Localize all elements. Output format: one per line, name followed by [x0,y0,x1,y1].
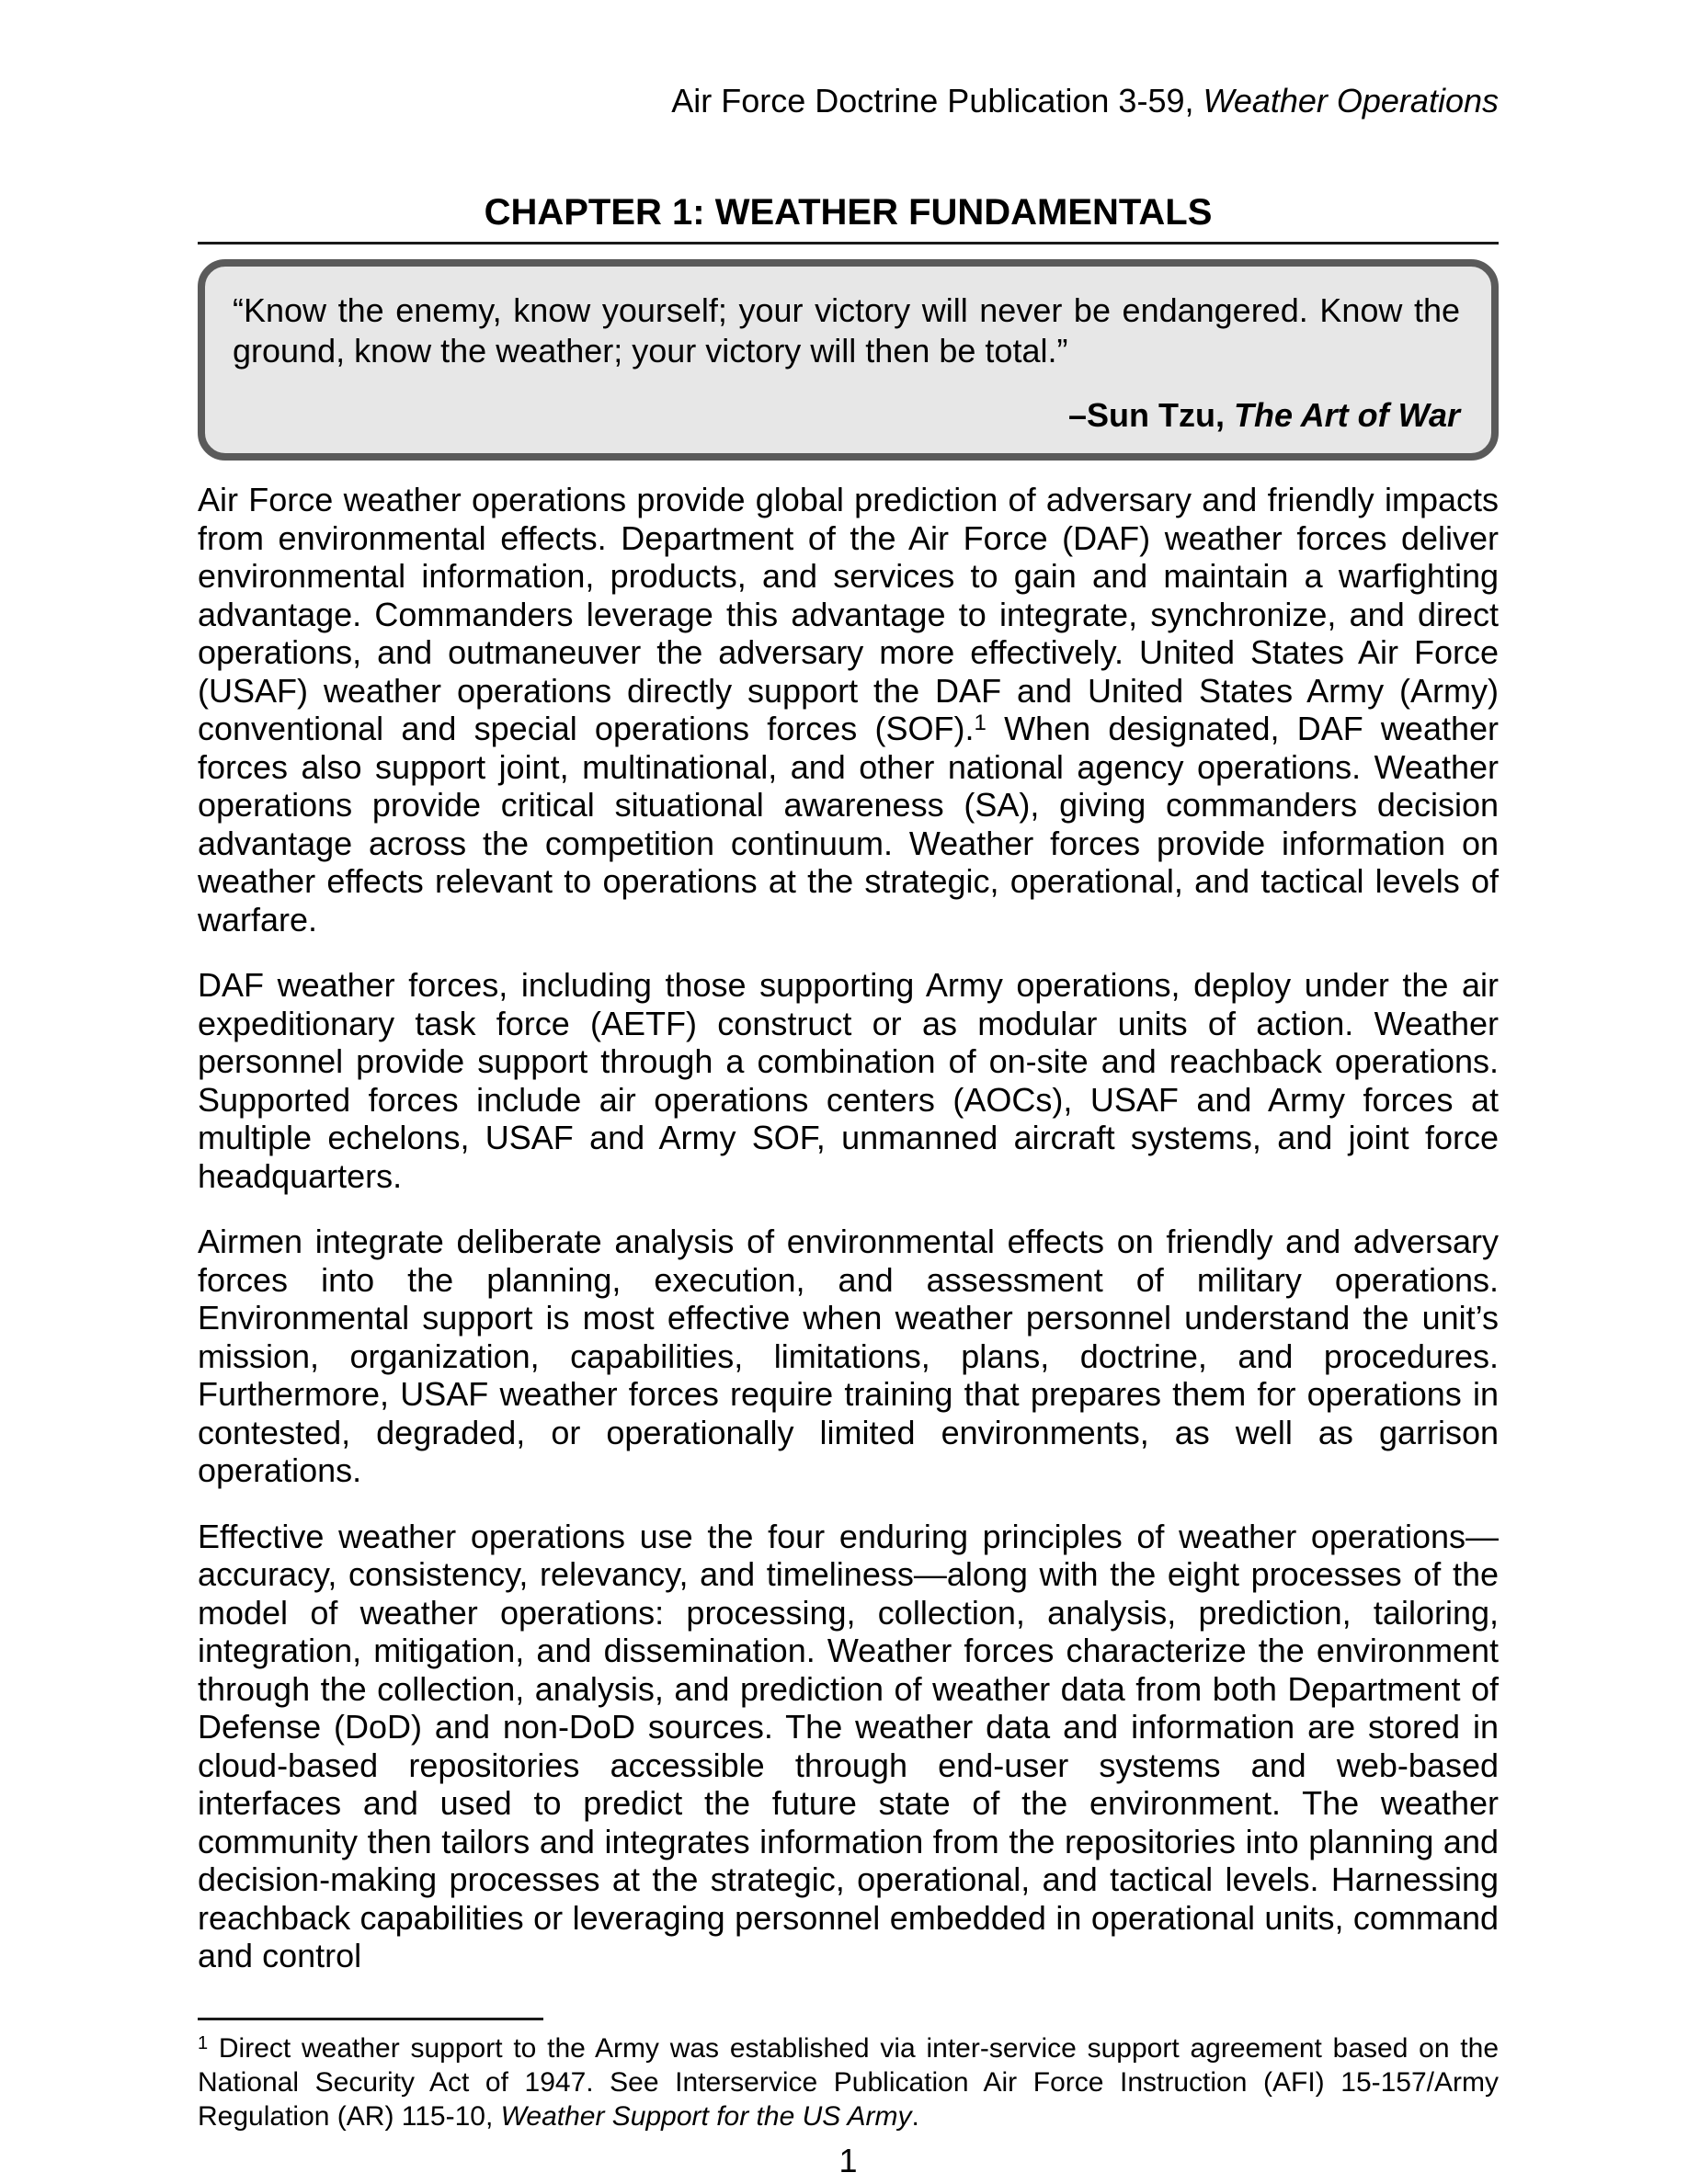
footnote-work-title: Weather Support for the US Army [500,2100,912,2132]
footnote-text-suffix: . [911,2100,919,2132]
quote-box [198,259,1499,461]
footnote-number: 1 [198,2032,209,2053]
footnote [198,2031,1499,2133]
footnote-reference: 1 [974,711,987,736]
title-rule [198,242,1499,245]
quote-attribution-name: –Sun Tzu, [1067,396,1234,434]
page-number: 1 [838,2141,858,2179]
quote-text: “Know the enemy, know yourself; your victory will never be endangered. Know the ground, know the weather; your victory will then be total.” [233,291,1460,370]
paragraph-1-text-end: When designated, DAF weather forces also support joint, multinational, and other national agency operations. Weather operations provide critical situational awareness (SA), giving commanders decision advantage across the competition continuum. Weather forces provide information on weather effects relevant to operations at the strategic, operational, and tactical levels of warfare. [198,710,1499,938]
publication-name: Air Force Doctrine Publication 3-59, [671,82,1203,119]
paragraph-4: Effective weather operations use the four enduring principles of weather operations—accuracy, consistency, relevancy, and timeliness—along with the eight processes of the model of weather operations: processing, collection, analysis, prediction, tailoring, integration, mitigation, and dissemination. Weather forces characterize the environment through the collection, analysis, and prediction of weather data from both Department of Defense (DoD) and non-DoD sources. The weather data and information are stored in cloud-based repositories accessible through end-user systems and web-based interfaces and used to predict the future state of the environment. The weather community then tailors and integrates information from the repositories into planning and decision-making processes at the strategic, operational, and tactical levels. Harnessing reachback capabilities or leveraging personnel embedded in operational units, command and control [198,1517,1499,1974]
paragraph-2: DAF weather forces, including those supporting Army operations, deploy under the air expeditionary task force (AETF) construct or as modular units of action. Weather personnel provide support through a combination of on-site and reachback operations. Supported forces include air operations centers (AOCs), USAF and Army forces at multiple echelons, USAF and Army SOF, unmanned aircraft systems, and joint force headquarters. [198,966,1499,1195]
quote-attribution-work: The Art of War [1233,396,1460,434]
chapter-title: CHAPTER 1: WEATHER FUNDAMENTALS [484,192,1213,233]
footnote-text: Direct weather support to the Army was established via inter-service support agreement based on the National Security Act of 1947. See Interservice Publication Air Force Instruction (AFI) 15-157/Army Regulation (AR) 115-10, [198,2032,1499,2132]
running-header [198,81,1499,120]
footnote-separator [198,2018,543,2020]
publication-title: Weather Operations [1203,82,1499,119]
paragraph-1-text-start: Air Force weather operations provide global prediction of adversary and friendly impacts from environmental effects. Department of the Air Force (DAF) weather forces deliver environmental information, products, and services to gain and maintain a warfighting advantage. Commanders leverage this advantage to integrate, synchronize, and direct operations, and outmaneuver the adversary more effectively. United States Air Force (USAF) weather operations directly support the DAF and United States Army (Army) conventional and special operations forces (SOF). [198,481,1499,747]
paragraph-3: Airmen integrate deliberate analysis of environmental effects on friendly and adversary forces into the planning, execution, and assessment of military operations. Environmental support is most effective when weather personnel understand the unit’s mission, organization, capabilities, limitations, plans, doctrine, and procedures. Furthermore, USAF weather forces require training that prepares them for operations in contested, degraded, or operationally limited environments, as well as garrison operations. [198,1223,1499,1489]
paragraph-1 [198,481,1499,938]
quote-attribution [233,395,1460,435]
